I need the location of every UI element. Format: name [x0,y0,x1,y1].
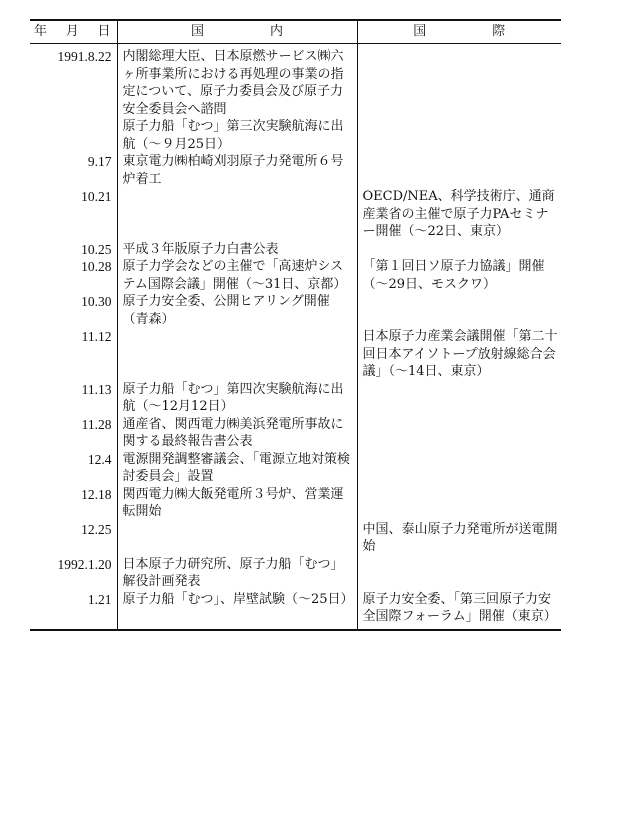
row-international [357,153,561,188]
row-international: 原子力安全委、「第三回原子力安全国際フォーラム」開催（東京） [357,591,561,630]
header-domestic [117,20,357,44]
row-domestic: 内閣総理大臣、日本原燃サービス㈱六ヶ所事業所における再処理の事業の指定について、原子力委員会及び原子力安全委員会へ諮問 [117,44,357,119]
table-row [30,451,561,486]
row-international [357,118,561,153]
row-date: 1992.1.20 [57,556,112,572]
row-domestic: 通産省、関西電力㈱美浜発電所事故に関する最終報告書公表 [117,416,357,451]
header-international-char-1: 国 [413,24,427,40]
row-international: 「第１回日ソ原子力協議」開催（～29日、モスクワ） [357,258,561,293]
header-date-day: 日 [97,24,111,40]
row-date: 10.21 [81,189,112,204]
table-row [30,416,561,451]
row-date: 10.30 [81,294,112,309]
row-domestic [117,328,357,381]
table-row [30,381,561,416]
header-domestic-char-1: 国 [191,24,205,40]
row-international [357,44,561,119]
table-row [30,486,561,521]
header-row [30,20,561,44]
table-row [30,153,561,188]
row-date: 11.13 [81,381,112,397]
row-international [357,293,561,328]
table-row [30,44,561,119]
row-international [357,451,561,486]
row-date: 12.4 [87,451,112,467]
row-international: OECD/NEA、科学技術庁、通商産業省の主催で原子力PAセミナー開催（～22日、東京） [357,188,561,241]
row-date: 1991.8.22 [57,49,112,64]
table-row [30,521,561,556]
row-international [357,381,561,416]
table-row [30,328,561,381]
row-date: 9.17 [87,154,112,169]
row-domestic: 原子力船「むつ」第三次実験航海に出航（～９月25日） [117,118,357,153]
header-international-char-2: 際 [492,24,506,40]
row-date: 10.25 [81,241,112,257]
row-international [357,241,561,259]
table-body [30,44,561,630]
table-row [30,293,561,328]
row-domestic: 原子力安全委、公開ヒアリング開催（青森） [117,293,357,328]
row-date: 11.12 [81,329,112,344]
row-domestic: 日本原子力研究所、原子力船「むつ」解役計画発表 [117,556,357,591]
header-international [357,20,561,44]
row-international: 中国、泰山原子力発電所が送電開始 [357,521,561,556]
row-date [30,118,117,153]
row-domestic: 電源開発調整審議会、「電源立地対策検討委員会」設置 [117,451,357,486]
table-row [30,188,561,241]
header-domestic-char-2: 内 [269,24,283,40]
row-international [357,486,561,521]
row-domestic: 関西電力㈱大飯発電所３号炉、営業運転開始 [117,486,357,521]
table-row [30,118,561,153]
table-row [30,241,561,259]
row-domestic [117,188,357,241]
row-domestic: 東京電力㈱柏崎刈羽原子力発電所６号炉着工 [117,153,357,188]
table-row [30,556,561,591]
row-international [357,416,561,451]
row-date: 12.18 [81,486,112,502]
row-domestic: 原子力船「むつ」、岸壁試験（～25日） [117,591,357,630]
row-domestic [117,521,357,556]
table-header [30,20,561,44]
row-date: 12.25 [81,521,112,537]
table-row [30,591,561,630]
row-international: 日本原子力産業会議開催「第二十回日本アイソトープ放射線総合会議」（～14日、東京） [357,328,561,381]
header-date-month: 月 [65,24,79,40]
header-date [30,20,117,44]
row-domestic: 平成３年版原子力白書公表 [117,241,357,259]
row-date: 1.21 [30,591,117,630]
row-date: 10.28 [81,259,112,274]
chronology-table [30,19,561,631]
row-international [357,556,561,591]
row-date: 11.28 [81,416,112,432]
header-date-year: 年 [34,24,48,40]
table-row [30,258,561,293]
row-domestic: 原子力学会などの主催で「高速炉システム国際会議」開催（～31日、京都） [117,258,357,293]
row-domestic: 原子力船「むつ」第四次実験航海に出航（～12月12日） [117,381,357,416]
